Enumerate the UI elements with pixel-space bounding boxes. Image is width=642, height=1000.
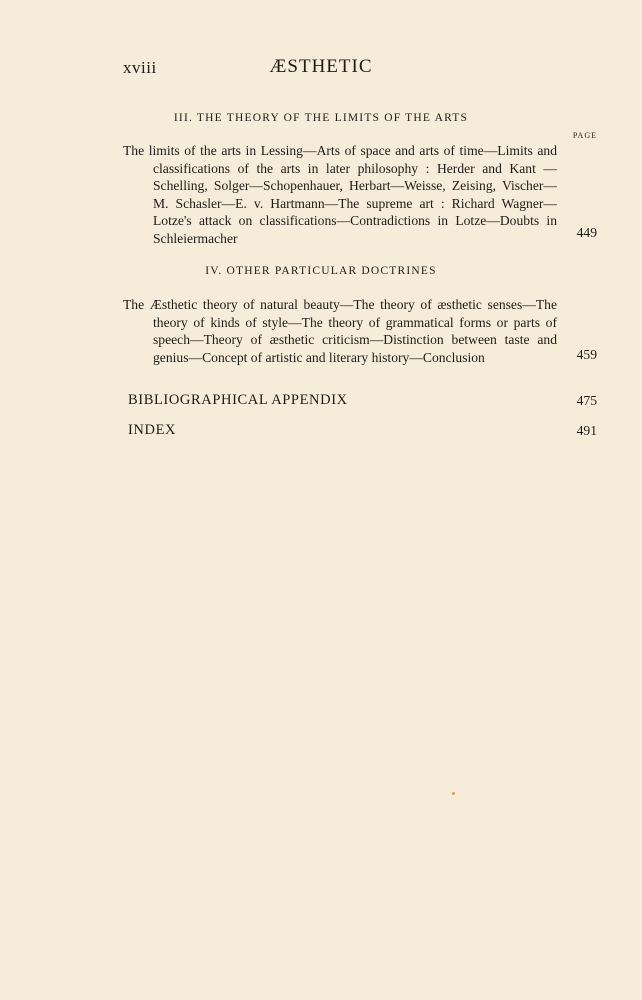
page-column-label: PAGE xyxy=(572,131,597,140)
page-number: xviii xyxy=(123,58,157,77)
section-iii-contents: The limits of the arts in Lessing—Arts of space and arts of time—Limits and classifications of the arts in later philosophy : Herder and Kant —Schelling, Solger—Schopenhauer, Herbart—Weisse, Zeising, Vischer—M. Schasler—E. v. Hartmann—The supreme art : Richard Wagner—Lotze's attack on classifications—Contradictions in Lotze—Doubts in Schleiermacher xyxy=(123,143,557,246)
bibliographical-appendix-page: 475 xyxy=(576,393,597,408)
section-iii-page: 449 xyxy=(576,225,597,240)
index-page-number: 491 xyxy=(576,423,597,438)
index-entry: INDEX xyxy=(128,422,177,438)
section-heading-iii: III. THE THEORY OF THE LIMITS OF THE ARTS xyxy=(173,112,469,124)
section-heading-iv: IV. OTHER PARTICULAR DOCTRINES xyxy=(205,265,437,277)
running-title: ÆSTHETIC xyxy=(269,56,373,77)
section-iv-contents: The Æsthetic theory of natural beauty—The theory of æsthetic senses—The theory of kinds of style—The theory of grammatical forms or parts of speech—Theory of æsthetic criticism—Distinction between taste and genius—Concept of artistic and literary history—Conclusion xyxy=(123,297,557,365)
bibliographical-appendix-entry: BIBLIOGRAPHICAL APPENDIX xyxy=(128,392,348,408)
paper-speck xyxy=(452,792,455,795)
section-iv-page: 459 xyxy=(576,347,597,362)
